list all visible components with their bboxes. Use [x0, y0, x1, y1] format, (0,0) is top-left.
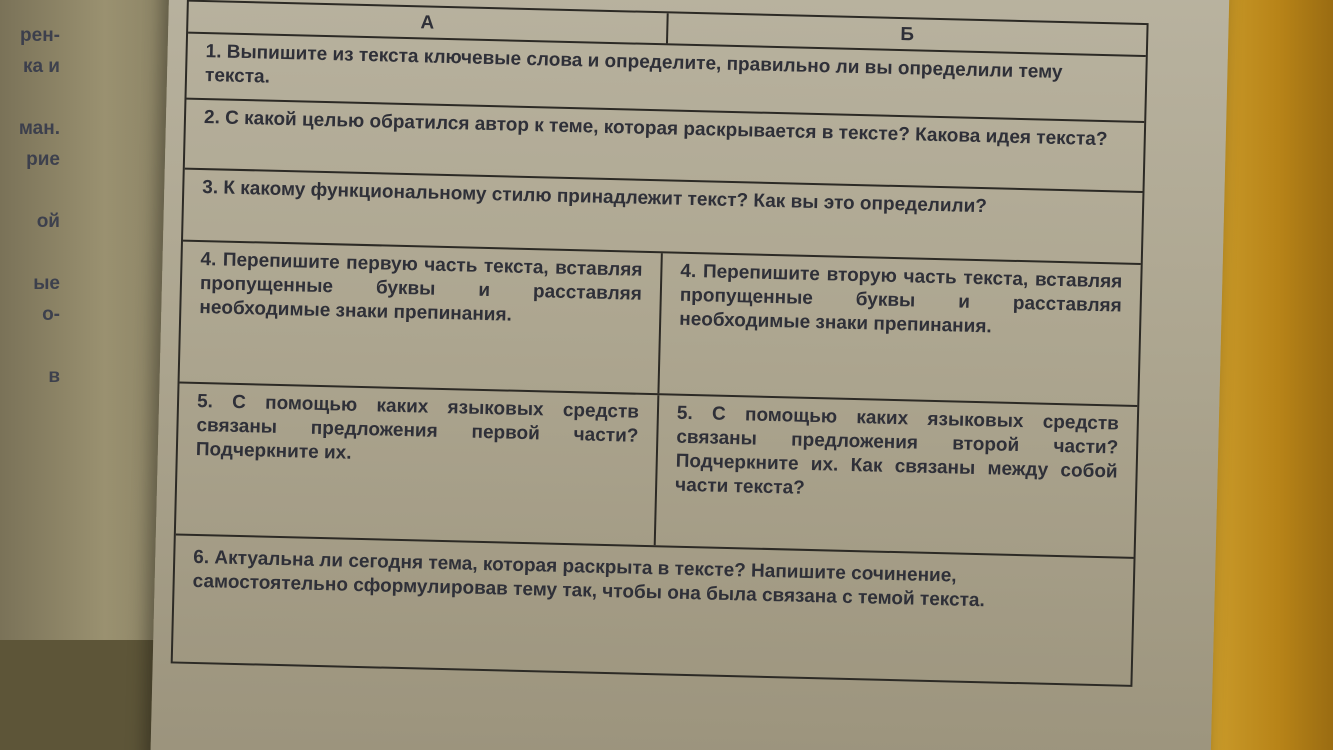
fragment: рен-	[20, 25, 60, 46]
task-5a-text: 5. С помощью каких языковых средств связаны предложения первой части? Подчеркните их.	[195, 390, 640, 464]
fragment: ман.	[18, 118, 60, 139]
fragment: ой	[36, 211, 60, 232]
task-3-text: 3. К какому функциональному стилю принадлежит текст? Как вы это определили?	[202, 177, 988, 218]
fragment: ые	[33, 273, 60, 294]
task-5b-text: 5. С помощью каких языковых средств связаны предложения второй части? Подчеркните их. Как связаны между собой части текста?	[654, 395, 1138, 557]
task-1-text: 1. Выпишите из текста ключевые слова и определите, правильно ли вы определили тему текста.	[204, 41, 1063, 88]
left-page-text-fragments	[0, 20, 60, 392]
task-row-6	[173, 535, 1134, 684]
fragment	[0, 330, 60, 361]
task-4b-text: 4. Перепишите вторую часть текста, вставляя пропущенные буквы и расставляя необходимые знаки препинания.	[657, 253, 1140, 405]
task-row-4	[180, 242, 1141, 407]
task-6-text: 6. Актуальна ли сегодня тема, которая раскрыта в тексте? Напишите сочинение, самостоятельно сформулировав тему так, чтобы она была связана с темой текста.	[192, 546, 986, 612]
task-2-text: 2. С какой целью обратился автор к теме, которая раскрывается в тексте? Какова идея текста?	[203, 107, 1108, 151]
fragment: ка и	[22, 56, 60, 77]
fragment: рие	[26, 149, 60, 170]
fragment	[0, 175, 60, 206]
task-row-5	[176, 384, 1137, 559]
fragment: о-	[42, 304, 60, 325]
fragment	[0, 237, 60, 268]
column-a-header: А	[420, 12, 435, 34]
book-page	[150, 0, 1230, 750]
task-table	[171, 0, 1149, 687]
fragment	[0, 82, 60, 113]
column-b-header: Б	[666, 13, 1147, 55]
task-4a-text: 4. Перепишите первую часть текста, вставляя пропущенные буквы и расставляя необходимые знаки препинания.	[199, 249, 643, 326]
fragment: в	[48, 366, 60, 387]
